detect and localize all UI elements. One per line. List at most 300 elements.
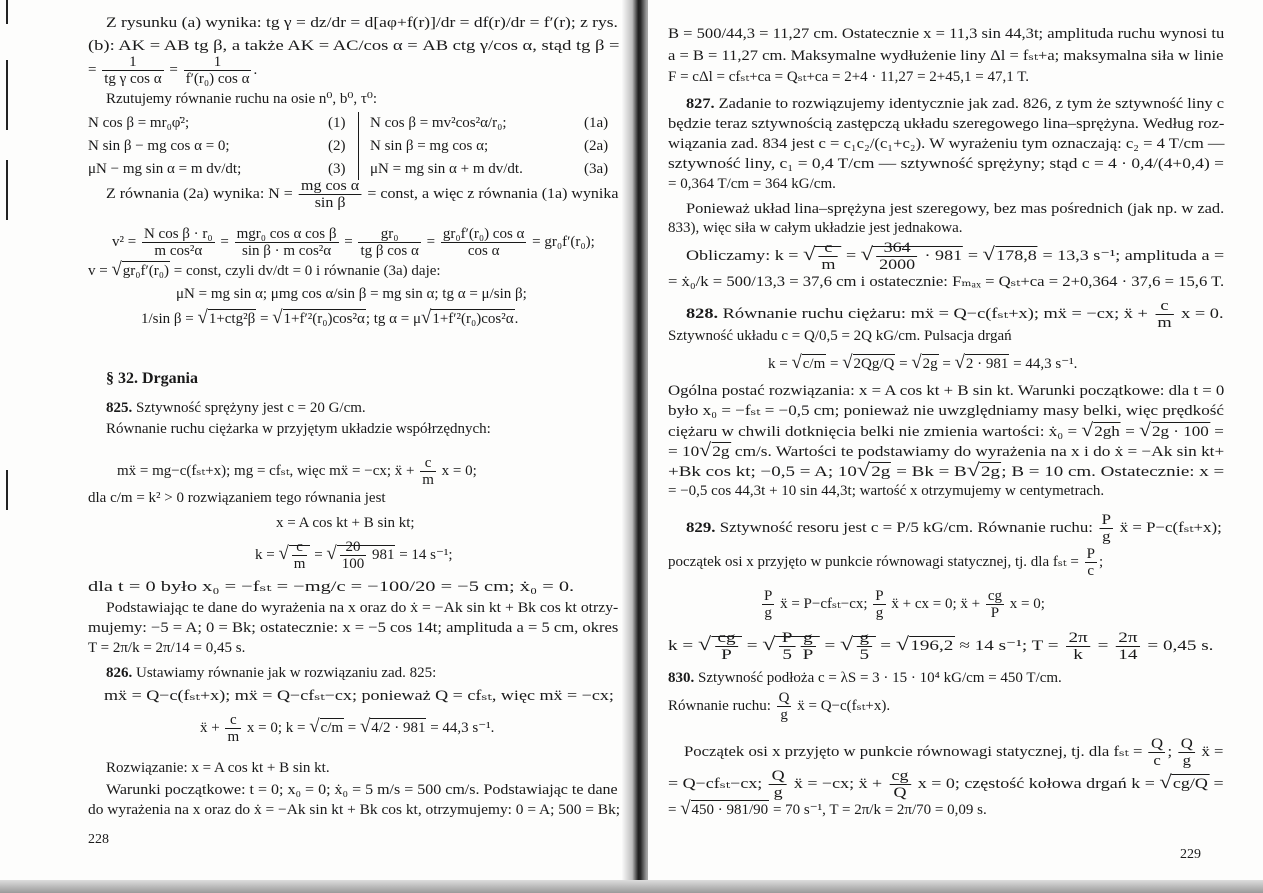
fraction bbox=[857, 630, 872, 663]
numerator: Q bbox=[1149, 736, 1166, 753]
text-run: mujemy: −5 = A; 0 = Bk; ostatecznie: x = −5 cos 14t; amplituda a = 5 cm, okres bbox=[88, 620, 619, 636]
text-run: = bbox=[165, 61, 182, 78]
radicand bbox=[775, 630, 819, 663]
numerator: c bbox=[420, 455, 436, 472]
denominator: m bbox=[821, 257, 836, 273]
text-run: = bbox=[963, 247, 983, 264]
radical-sign: √ bbox=[840, 633, 854, 655]
square-root bbox=[111, 259, 170, 280]
text-run: = gr₀f′(r₀); bbox=[528, 233, 595, 250]
text-run: = bbox=[310, 546, 327, 563]
equation-number: (1a) bbox=[584, 115, 609, 131]
radical-sign: √ bbox=[1081, 420, 1094, 441]
square-root bbox=[856, 460, 892, 481]
text-run: = bbox=[1209, 424, 1224, 440]
text-run: x = 0; częstość kołowa drgań k = bbox=[913, 775, 1160, 792]
text-run: x = 0; k = bbox=[243, 719, 310, 736]
equation-line bbox=[668, 630, 1213, 663]
text-run: sztywność liny, c₁ = 0,4 T/cm — sztywność sprężyny; stąd c = 4 · 0,4/(4+0,4) = bbox=[668, 156, 1224, 172]
text-line bbox=[106, 14, 618, 32]
radicand bbox=[370, 718, 426, 736]
square-root bbox=[680, 798, 769, 819]
text-line bbox=[668, 155, 1224, 173]
text-run: = bbox=[1120, 424, 1140, 440]
numerator: g bbox=[857, 630, 872, 647]
equation-2: N sin β − mg cos α = 0; bbox=[88, 138, 230, 154]
text-run: = 0,45 s. bbox=[1142, 637, 1214, 654]
numerator: N cos β · r₀ bbox=[143, 226, 213, 242]
text-run: Rozwiązanie: x = A cos kt + B sin kt. bbox=[106, 760, 330, 776]
text-run: = bbox=[344, 719, 360, 736]
numerator: c bbox=[1155, 298, 1174, 315]
radical-sign: √ bbox=[895, 633, 910, 655]
scan-edge-mark bbox=[6, 60, 8, 130]
fraction bbox=[441, 226, 527, 259]
square-root bbox=[954, 352, 1010, 373]
text-run: Początek osi x przyjęto w punkcie równowagi statycznej, tj. dla fₛₜ = bbox=[684, 743, 1147, 760]
text-run: Równanie ruchu: bbox=[668, 697, 775, 714]
text-run: = 44,3 s⁻¹. bbox=[1009, 356, 1078, 372]
radical-sign: √ bbox=[762, 633, 776, 655]
radicand bbox=[431, 309, 514, 327]
fraction bbox=[873, 588, 885, 621]
denominator: m bbox=[422, 472, 434, 488]
fraction bbox=[1085, 546, 1097, 579]
text-run: T = 2π/k = 2π/14 = 0,45 s. bbox=[88, 640, 246, 656]
text-run: = bbox=[819, 637, 841, 654]
text-run: mẍ = mg−c(fₛₜ+x); mg = cfₛₜ, więc mẍ = −cx; ẍ + bbox=[117, 462, 419, 479]
numerator: c bbox=[225, 712, 241, 729]
radical-sign: √ bbox=[699, 440, 712, 461]
radicand bbox=[909, 636, 955, 654]
text-run: cg/Q bbox=[1172, 775, 1208, 792]
text-run: = ẋ₀/k = 500/13,3 = 37,6 cm i ostatecznie: Fₘₐₓ = Qₛₜ+ca = 2+0,364 · 37,6 = 15,6 T. bbox=[668, 274, 1225, 290]
text-run: = bbox=[422, 233, 439, 250]
fraction bbox=[762, 588, 774, 621]
radical-sign: √ bbox=[421, 307, 432, 328]
text-run: k = bbox=[768, 356, 792, 372]
text-run: ẍ = Q−c(fₛₜ+x). bbox=[793, 697, 891, 714]
numerator: c bbox=[292, 539, 308, 556]
equation-line bbox=[276, 514, 415, 532]
text-run: x = 0; bbox=[1006, 595, 1045, 612]
text-run: = Q−cfₛₜ−cx; bbox=[668, 775, 767, 792]
square-root bbox=[982, 243, 1038, 265]
text-run: będzie teraz sztywnością zastępczą układu szeregowego lina–sprężyna. Według roz- bbox=[668, 116, 1225, 132]
denominator: f′(r₀) cos α bbox=[185, 71, 250, 87]
square-root bbox=[966, 460, 1002, 481]
radicand bbox=[1151, 422, 1210, 440]
text-run: c/m bbox=[320, 719, 344, 736]
text-run: = bbox=[340, 233, 357, 250]
text-line bbox=[684, 736, 1223, 769]
text-run: ; bbox=[1098, 553, 1104, 570]
text-line bbox=[668, 382, 1224, 400]
text-run: ẍ = bbox=[1197, 743, 1224, 760]
fraction bbox=[1116, 630, 1140, 663]
text-line bbox=[88, 578, 574, 596]
equation-line bbox=[117, 455, 477, 488]
page-number: 229 bbox=[1180, 847, 1201, 862]
equation-1a: N cos β = mv²cos²α/r₀; bbox=[370, 115, 507, 131]
text-run: Ponieważ układ lina–sprężyna jest szeregowy, bez mas pośrednich (jak np. w zad. bbox=[686, 201, 1225, 217]
square-root bbox=[1159, 771, 1209, 793]
square-root bbox=[197, 307, 257, 328]
text-line bbox=[106, 90, 377, 108]
text-run: 4/2 · 981 bbox=[371, 719, 426, 736]
radicand bbox=[853, 630, 875, 663]
equation-number: (2) bbox=[328, 138, 346, 154]
equation-line bbox=[686, 240, 1224, 273]
denominator: tg γ cos α bbox=[104, 71, 162, 87]
text-run: Zadanie to rozwiązujemy identycznie jak zad. 826, z tym że sztywność liny c bbox=[714, 96, 1224, 112]
denominator: cos α bbox=[467, 243, 500, 259]
text-run: 2g bbox=[712, 444, 730, 460]
text-line bbox=[668, 768, 1224, 801]
text-run: ciężaru w chwili dotknięcia belki nie zmienia wartości: ẋ₀ = bbox=[668, 424, 1082, 440]
fraction bbox=[299, 178, 361, 211]
radical-sign: √ bbox=[982, 243, 995, 265]
text-line bbox=[106, 599, 618, 617]
text-run: x = 0; bbox=[437, 462, 477, 479]
numerator: gr₀f′(r₀) cos α bbox=[442, 226, 525, 242]
text-run: = −0,5 cos 44,3t + 10 sin 44,3t; wartość x otrzymujemy w centymetrach. bbox=[668, 483, 1105, 499]
radicand bbox=[995, 246, 1038, 264]
equation-3a: μN = mg sin α + m dv/dt. bbox=[370, 161, 523, 177]
numerator: 2π bbox=[1066, 630, 1090, 647]
fraction bbox=[142, 226, 215, 259]
fraction bbox=[819, 240, 838, 273]
denominator: g bbox=[764, 605, 772, 621]
text-run: Z rysunku (a) wynika: tg γ = dz/dr = d[aφ+f(r)]/dr = df(r)/dr = f′(r); z rys. bbox=[106, 15, 618, 31]
radical-sign: √ bbox=[954, 352, 965, 373]
text-line bbox=[686, 95, 1224, 113]
text-line bbox=[668, 402, 1224, 420]
text-run: cm/s. Wartości te podstawiamy do wyrażenia na x i do ẋ = −Ak sin kt+ bbox=[730, 444, 1225, 460]
right-page bbox=[648, 0, 1263, 893]
text-run: F = cΔl = cfₛₜ+ca = Qₛₜ+ca = 2+4 · 11,27 = 2+45,1 = 47,1 T. bbox=[668, 69, 1029, 85]
text-run: ; tg α = μ bbox=[365, 311, 422, 327]
fraction bbox=[777, 690, 792, 723]
numerator: 2π bbox=[1116, 630, 1140, 647]
denominator: 100 bbox=[341, 556, 365, 572]
fraction bbox=[715, 630, 738, 663]
equation-number: (3a) bbox=[584, 161, 609, 177]
radical-sign: √ bbox=[697, 633, 712, 655]
text-run: 2 · 981 bbox=[965, 356, 1009, 372]
square-root bbox=[309, 715, 344, 737]
numerator: Q bbox=[1179, 736, 1196, 753]
radicand bbox=[320, 718, 345, 736]
radicand bbox=[711, 442, 731, 460]
text-run: 178,8 bbox=[996, 247, 1037, 264]
numerator: gr₀ bbox=[358, 226, 420, 243]
radical-sign: √ bbox=[326, 542, 337, 564]
text-run: v = bbox=[88, 263, 112, 279]
radicand bbox=[870, 462, 892, 480]
equation-line bbox=[200, 712, 494, 745]
text-run: = bbox=[668, 802, 681, 818]
text-run: Równanie ruchu ciężaru: mẍ = Q−c(fₛₜ+x); mẍ = −cx; ẍ + bbox=[718, 305, 1153, 322]
text-run: dla t = 0 było x₀ = −fₛₜ = −mg/c = −100/20 = −5 cm; ẋ₀ = 0. bbox=[88, 579, 575, 595]
square-root bbox=[697, 630, 742, 663]
text-run: 981 bbox=[368, 546, 395, 563]
text-run: . bbox=[253, 61, 258, 78]
text-run: k = bbox=[255, 546, 279, 563]
text-run: = bbox=[216, 233, 233, 250]
text-run: 2g · 100 bbox=[1151, 424, 1209, 440]
text-run: k = bbox=[668, 637, 698, 654]
text-run: = bbox=[938, 356, 955, 372]
equation-line bbox=[141, 309, 518, 328]
denominator: sin β bbox=[314, 195, 346, 211]
equation-number: (2a) bbox=[584, 138, 609, 154]
text-run: do wyrażenia na x oraz do ẋ = −Ak sin kt + Bk cos kt, otrzymujemy: 0 = A; 500 = Bk; bbox=[88, 802, 621, 818]
text-line bbox=[668, 422, 1224, 441]
radical-sign: √ bbox=[360, 715, 371, 737]
square-root bbox=[1081, 420, 1121, 441]
text-run: Rzutujemy równanie ruchu na osie n⁰, b⁰, τ⁰: bbox=[106, 91, 378, 107]
fraction bbox=[889, 768, 911, 801]
numerator: P bbox=[764, 588, 773, 604]
denominator: Q bbox=[893, 785, 907, 801]
text-run: gr₀f′(r₀) bbox=[122, 263, 169, 279]
text-run: Warunki początkowe: t = 0; x₀ = 0; ẋ₀ = 5 m/s = 500 cm/s. Podstawiając te dane bbox=[106, 782, 618, 798]
text-run: 450 · 981/90 bbox=[691, 802, 769, 818]
equation-line bbox=[88, 54, 257, 87]
text-run: (b): AK = AB tg β, a także AK = AC/cos α = AB ctg γ/cos α, stąd tg β = bbox=[88, 38, 620, 54]
text-line bbox=[668, 482, 1104, 500]
fraction bbox=[184, 54, 252, 87]
text-run: ẍ + bbox=[200, 719, 224, 736]
square-root bbox=[802, 240, 841, 273]
text-run: = 44,3 s⁻¹. bbox=[426, 719, 495, 736]
problem-number: 826. bbox=[106, 665, 133, 681]
text-line bbox=[668, 273, 1224, 291]
text-run: 1/sin β = bbox=[141, 311, 198, 327]
numerator: cg bbox=[987, 588, 1003, 604]
radical-sign: √ bbox=[272, 307, 283, 328]
square-root bbox=[272, 307, 366, 328]
denominator: 2000 bbox=[879, 257, 916, 273]
radicand bbox=[337, 539, 396, 572]
text-run: Sztywność resoru jest c = P/5 kG/cm. Równanie ruchu: bbox=[715, 519, 1098, 536]
denominator: 14 bbox=[1118, 647, 1138, 663]
text-line bbox=[88, 619, 618, 637]
fraction bbox=[102, 54, 163, 87]
text-run: Równanie ruchu ciężarka w przyjętym układzie współrzędnych: bbox=[106, 421, 491, 437]
text-run: 833), więc siła w całym układzie jest jednakowa. bbox=[668, 220, 963, 236]
text-run: +Bk cos kt; −0,5 = A; 10 bbox=[668, 464, 857, 480]
scan-edge-mark bbox=[6, 0, 8, 24]
problem-number: 829. bbox=[686, 519, 716, 536]
equation-number: (1) bbox=[328, 115, 346, 131]
square-root bbox=[895, 633, 955, 655]
numerator: cg bbox=[889, 768, 911, 785]
denominator: k bbox=[1073, 647, 1083, 663]
square-root bbox=[699, 440, 730, 461]
radicand bbox=[815, 240, 841, 273]
text-run: ẍ = P−cfₛₜ−cx; bbox=[776, 595, 872, 612]
text-run: = bbox=[826, 356, 843, 372]
fraction bbox=[769, 768, 787, 801]
text-run: = bbox=[256, 311, 273, 327]
equation-line bbox=[112, 226, 595, 259]
text-line bbox=[88, 801, 620, 819]
square-root bbox=[791, 352, 826, 373]
text-run: c/m bbox=[802, 356, 826, 372]
scan-edge-mark bbox=[6, 160, 8, 220]
numerator: g bbox=[800, 630, 816, 647]
text-run: μN = mg sin α; μmg cos α/sin β = mg sin α; tg α = μ/sin β; bbox=[176, 286, 527, 302]
text-line bbox=[106, 420, 491, 438]
text-run: · 981 bbox=[920, 247, 963, 264]
numerator: 1 bbox=[102, 54, 163, 71]
radical-sign: √ bbox=[1159, 771, 1172, 793]
square-root bbox=[421, 307, 515, 328]
fraction bbox=[340, 539, 367, 572]
radicand bbox=[283, 309, 366, 327]
denominator: P bbox=[802, 647, 814, 663]
fraction bbox=[1149, 736, 1166, 769]
text-run: = 10 bbox=[668, 444, 700, 460]
equation-line bbox=[176, 285, 527, 303]
numerator: cg bbox=[715, 630, 738, 647]
radical-sign: √ bbox=[680, 798, 691, 819]
denominator: c bbox=[1087, 563, 1095, 579]
text-run: ẍ = −cx; ẍ + bbox=[789, 775, 887, 792]
text-run: początek osi x przyjęto w punkcie równowagi statycznej, tj. dla fₛₜ = bbox=[668, 553, 1083, 570]
text-run: Obliczamy: k = bbox=[686, 247, 803, 264]
denominator: m bbox=[227, 729, 240, 745]
text-line bbox=[668, 175, 836, 193]
text-line bbox=[106, 664, 436, 682]
text-run: = bbox=[875, 637, 896, 654]
text-run: = const, czyli dv/dt = 0 i równanie (3a) daje: bbox=[169, 263, 441, 279]
radical-sign: √ bbox=[856, 460, 870, 481]
radical-sign: √ bbox=[842, 352, 853, 373]
text-run: = bbox=[1092, 637, 1114, 654]
denominator: g bbox=[875, 605, 884, 621]
text-run: = const, a więc z równania (1a) wynika bbox=[363, 185, 619, 202]
equation-3: μN − mg sin α = m dv/dt; bbox=[88, 161, 242, 177]
text-run: dla c/m = k² > 0 rozwiązaniem tego równania jest bbox=[88, 490, 386, 506]
radicand bbox=[208, 309, 256, 327]
equation-line bbox=[668, 690, 890, 723]
text-line bbox=[668, 546, 1103, 579]
text-run: Podstawiając te dane do wyrażenia na x oraz do ẋ = −Ak sin kt + Bk cos kt otrzy- bbox=[106, 600, 619, 616]
radical-sign: √ bbox=[309, 715, 320, 737]
text-run: wiązania zad. 834 jest c = c₁c₂/(c₁+c₂). W wyrażeniu tym oznaczają: c₂ = 4 T/cm — bbox=[668, 136, 1225, 152]
square-root bbox=[762, 630, 819, 663]
denominator: m cos²α bbox=[154, 243, 203, 259]
square-root bbox=[278, 539, 310, 572]
text-run: v² = bbox=[112, 233, 140, 250]
radical-sign: √ bbox=[111, 259, 122, 280]
denominator: g bbox=[1102, 529, 1111, 545]
text-line bbox=[668, 47, 1223, 65]
equation-line bbox=[668, 800, 987, 819]
text-line bbox=[106, 781, 618, 799]
text-run: Sztywność sprężyny jest c = 20 G/cm. bbox=[132, 400, 366, 416]
radicand bbox=[1093, 422, 1121, 440]
text-run: . bbox=[514, 311, 519, 327]
numerator: P bbox=[875, 588, 884, 604]
fraction bbox=[225, 712, 241, 745]
square-root bbox=[860, 240, 964, 273]
text-run: = bbox=[741, 637, 763, 654]
text-line bbox=[686, 200, 1224, 218]
text-line bbox=[668, 135, 1224, 153]
radicand bbox=[802, 354, 827, 372]
page-number: 228 bbox=[88, 832, 109, 847]
text-line bbox=[668, 462, 1224, 481]
text-run: a = B = 11,27 cm. Maksymalne wydłużenie liny Δl = fₛₜ+a; maksymalna siła w linie bbox=[668, 48, 1224, 64]
text-line bbox=[88, 639, 245, 657]
text-run: Sztywność podłoża c = λS = 3 · 15 · 10⁴ kG/cm = 450 T/cm. bbox=[694, 670, 1062, 686]
fraction bbox=[877, 240, 918, 273]
denominator: g bbox=[1182, 753, 1192, 769]
equation-line bbox=[104, 687, 614, 705]
fraction bbox=[1155, 298, 1174, 331]
fraction bbox=[1066, 630, 1090, 663]
radicand bbox=[980, 462, 1002, 480]
text-run: ẍ = P−c(fₛₜ+x); bbox=[1115, 519, 1222, 536]
equation-2a: N sin β = mg cos α; bbox=[370, 138, 489, 154]
text-line bbox=[668, 115, 1224, 133]
radicand bbox=[691, 800, 770, 818]
problem-number: 828. bbox=[686, 305, 719, 322]
denominator: g bbox=[773, 785, 783, 801]
numerator: Q bbox=[778, 690, 790, 706]
radical-sign: √ bbox=[911, 352, 922, 373]
radical-sign: √ bbox=[860, 243, 874, 265]
numerator: P bbox=[1099, 512, 1113, 529]
scan-bottom-edge bbox=[0, 880, 1263, 893]
text-run: = bbox=[88, 61, 101, 78]
denominator: m bbox=[1157, 315, 1172, 331]
problem-number: 827. bbox=[686, 96, 715, 112]
text-run: było x₀ = −fₛₜ = −0,5 cm; ponieważ nie uwzględniamy masy belki, więc prędkość bbox=[668, 403, 1224, 419]
text-run: 2g bbox=[981, 464, 1001, 480]
fraction bbox=[420, 455, 436, 488]
fraction bbox=[1179, 736, 1196, 769]
text-line bbox=[668, 327, 1012, 345]
text-line bbox=[88, 489, 386, 507]
fraction bbox=[1099, 512, 1113, 545]
text-run: 196,2 bbox=[910, 637, 954, 654]
equation-line bbox=[768, 354, 1077, 373]
text-line bbox=[88, 261, 441, 280]
radicand bbox=[853, 354, 896, 372]
fraction bbox=[986, 588, 1004, 621]
text-run: ≈ 14 s⁻¹; T = bbox=[954, 637, 1064, 654]
text-run: = 0,364 T/cm = 364 kG/cm. bbox=[668, 176, 836, 192]
text-line bbox=[106, 178, 618, 211]
numerator: P bbox=[779, 630, 795, 647]
fraction bbox=[779, 630, 795, 663]
denominator: sin β · m cos²α bbox=[241, 243, 332, 259]
square-root bbox=[842, 352, 895, 373]
text-run: ; bbox=[1167, 743, 1177, 760]
denominator: P bbox=[721, 647, 732, 663]
radical-sign: √ bbox=[802, 243, 816, 265]
radical-sign: √ bbox=[966, 460, 980, 481]
text-run: ; B = 10 cm. Ostatecznie: x = bbox=[1001, 464, 1225, 480]
text-run: Z równania (2a) wynika: N = bbox=[106, 185, 297, 202]
numerator: mg cos α bbox=[299, 178, 361, 195]
radicand bbox=[289, 539, 311, 572]
